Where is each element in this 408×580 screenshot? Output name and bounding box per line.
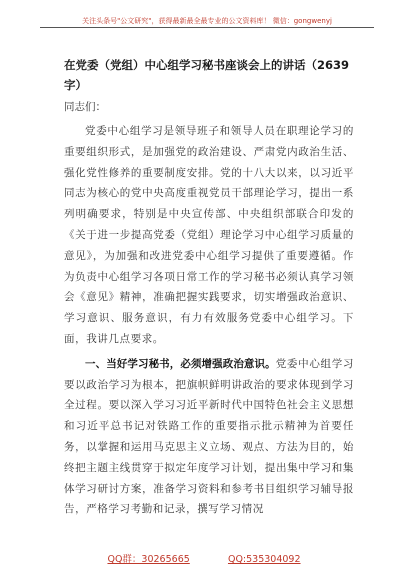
footer-banner: [0, 547, 408, 566]
section-1-heading: 一、当好学习秘书，必须增强政治意识。: [85, 357, 276, 370]
header-banner: [40, 8, 374, 28]
header-divider: [40, 27, 374, 28]
footer-qq-group[interactable]: QQ群：30265665: [107, 554, 190, 565]
document-title: 在党委（党组）中心组学习秘书座谈会上的讲话（2639字）: [64, 58, 350, 92]
salutation: 同志们：: [64, 101, 106, 113]
header-banner-text[interactable]: 关注头条号"公文研究"，获得最新最全最专业的公文资料库！ 微信：gongwenyj: [82, 17, 332, 25]
footer-qq[interactable]: QQ:535304092: [227, 554, 301, 565]
intro-paragraph: 党委中心组学习是领导班子和领导人员在职理论学习的重要组织形式，是加强党的政治建设、严肃党内政治生活、强化党性修养的重要制度安排。党的十八大以来，以习近平同志为核心的党中央高度重视党员干部理论学习，提出一系列明确要求，特别是中央宣传部、中央组织部联合印发的《关于进一步提高党委（党组）理论学习中心组学习质量的意见》，为加强和改进党委中心组学习提供了重要遵循。作为负责中心组学习各项日常工作的学习秘书必须认真学习领会《意见》精神，准确把握实践要求，切实增强政治意识、学习意识、服务意识，有力有效服务党委中心组学习。下面，我讲几点要求。: [64, 125, 354, 345]
section-1-paragraph: [64, 354, 354, 520]
section-1-body: 党委中心组学习要以政治学习为根本，把旗帜鲜明讲政治的要求体现到学习全过程。要以深入学习习近平新时代中国特色社会主义思想和习近平总书记对铁路工作的重要指示批示精神为首要任务，以掌握和运用马克思主义立场、观点、方法为目的，始终把主题主线贯穿于拟定年度学习计划，提出集中学习和集体学习研讨方案，准备学习资料和参考书目组织学习辅导报告，严格学习考勤和记录，撰写学习情况: [64, 357, 355, 516]
document-body: [64, 55, 354, 520]
